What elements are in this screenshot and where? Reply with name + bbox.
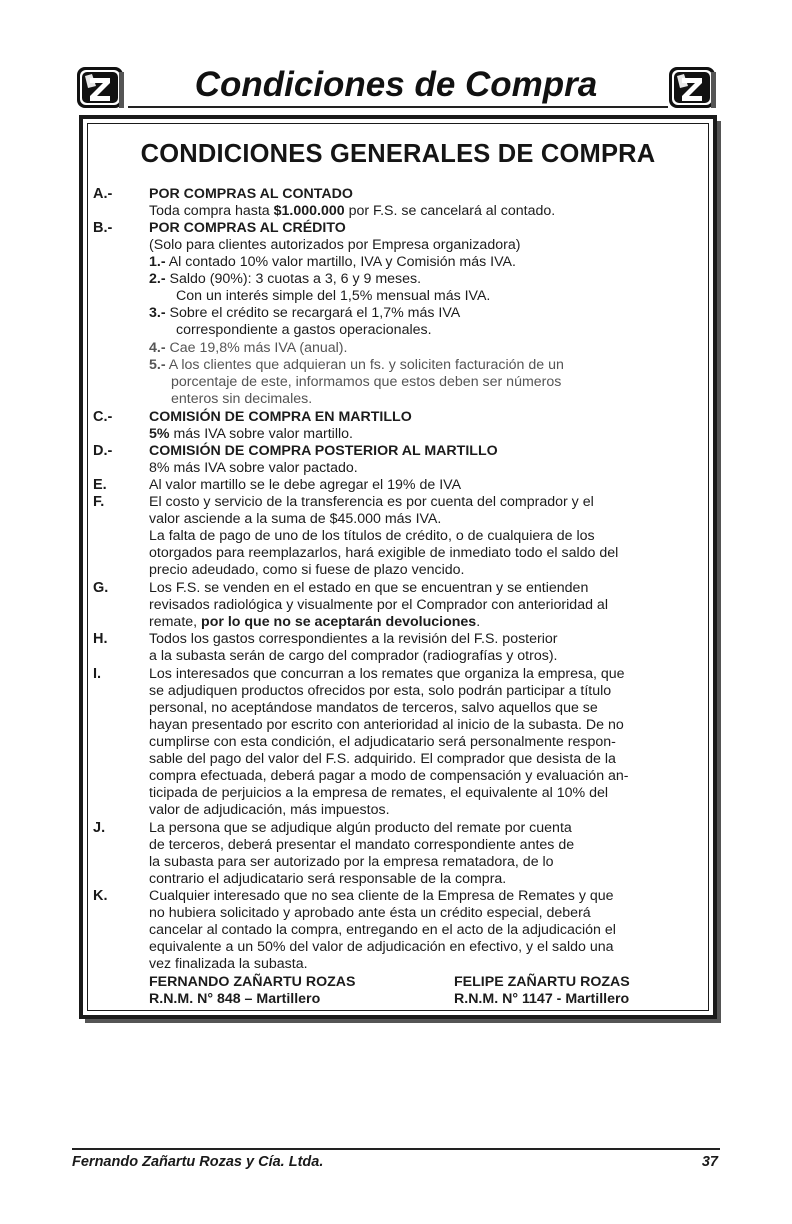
- signature-2-rnm: R.N.M. N° 1147 - Martillero: [454, 991, 630, 1007]
- section-i-line-1: Los interesados que concurran a los remates que organiza la empresa, que: [149, 666, 625, 682]
- section-b-item-5-cont2: enteros sin decimales.: [171, 391, 313, 407]
- section-b-item-4: 4.- Cae 19,8% más IVA (anual).: [149, 340, 348, 356]
- section-i-line-6: sable del pago del valor del F.S. adquirido. El comprador que desista de la: [149, 751, 616, 767]
- section-d-title: COMISIÓN DE COMPRA POSTERIOR AL MARTILLO: [149, 443, 498, 459]
- section-b-item-3: 3.- Sobre el crédito se recargará el 1,7% más IVA: [149, 305, 461, 321]
- section-e-line: Al valor martillo se le debe agregar el 19% de IVA: [149, 477, 462, 493]
- section-i-line-3: personal, no aceptándose mandatos de terceros, salvo aquellos que se: [149, 700, 598, 716]
- section-f-key: F.: [93, 494, 105, 510]
- frame-shadow-bottom: [85, 1019, 721, 1023]
- company-logo-right: [668, 64, 718, 110]
- section-d-line: 8% más IVA sobre valor pactado.: [149, 460, 358, 476]
- signature-1-name: FERNANDO ZAÑARTU ROZAS: [149, 974, 356, 990]
- section-f-line-4: otorgados para reemplazarlos, hará exigible de inmediato todo el saldo del: [149, 545, 619, 561]
- section-b-item-5: 5.- A los clientes que adquieran un fs. y soliciten facturación de un: [149, 357, 564, 373]
- section-d-key: D.-: [93, 443, 113, 459]
- company-logo-left: [76, 64, 126, 110]
- section-a-title: POR COMPRAS AL CONTADO: [149, 186, 353, 202]
- section-b-item-5-cont: porcentaje de este, informamos que estos deben ser números: [171, 374, 562, 390]
- section-i-key: I.: [93, 666, 102, 682]
- section-h-line-2: a la subasta serán de cargo del comprador (radiografías y otros).: [149, 648, 558, 664]
- signature-1-rnm: R.N.M. N° 848 – Martillero: [149, 991, 321, 1007]
- section-b-key: B.-: [93, 220, 113, 236]
- page-number: 37: [701, 1154, 718, 1170]
- footer-company: Fernando Zañartu Rozas y Cía. Ltda.: [72, 1154, 324, 1170]
- section-g-line-1: Los F.S. se venden en el estado en que se encuentran y se entienden: [149, 580, 589, 596]
- section-k-line-1: Cualquier interesado que no sea cliente de la Empresa de Remates y que: [149, 888, 614, 904]
- section-c-title: COMISIÓN DE COMPRA EN MARTILLO: [149, 409, 412, 425]
- signature-2-name: FELIPE ZAÑARTU ROZAS: [454, 974, 630, 990]
- conditions-heading: CONDICIONES GENERALES DE COMPRA: [140, 140, 656, 168]
- section-b-item-3-cont: correspondiente a gastos operacionales.: [176, 322, 432, 338]
- section-j-line-4: contrario el adjudicatario será responsable de la compra.: [149, 871, 507, 887]
- section-e-key: E.: [93, 477, 107, 493]
- section-i-line-8: ticipada de perjuicios a la empresa de remates, el equivalente al 10% del: [149, 785, 609, 801]
- section-b-line: (Solo para clientes autorizados por Empresa organizadora): [149, 237, 521, 253]
- section-k-line-4: equivalente a un 50% del valor de adjudicación en efectivo, y el saldo una: [149, 939, 614, 955]
- section-a-key: A.-: [93, 186, 113, 202]
- page-title: Condiciones de Compra: [194, 65, 598, 104]
- section-g-key: G.: [93, 580, 109, 596]
- section-i-line-5: cumplirse con esta condición, el adjudicatario será personalmente respon-: [149, 734, 616, 750]
- header-divider: [128, 106, 668, 108]
- section-f-line-5: precio adeudado, como si fuese de plazo vencido.: [149, 562, 465, 578]
- section-j-line-3: la subasta para ser autorizado por la empresa rematadora, de lo: [149, 854, 554, 870]
- section-j-line-2: de terceros, deberá presentar el mandato correspondiente antes de: [149, 837, 575, 853]
- section-f-line-2: valor asciende a la suma de $45.000 más IVA.: [149, 511, 442, 527]
- section-i-line-9: valor de adjudicación, más impuestos.: [149, 802, 390, 818]
- section-i-line-4: hayan presentado por escrito con anterioridad al inicio de la subasta. De no: [149, 717, 624, 733]
- section-i-line-2: se adjudiquen productos ofrecidos por esta, solo podrán participar a título: [149, 683, 612, 699]
- section-c-line: 5% más IVA sobre valor martillo.: [149, 426, 353, 442]
- section-k-line-5: vez finalizada la subasta.: [149, 956, 308, 972]
- section-c-key: C.-: [93, 409, 113, 425]
- frame-shadow-right: [717, 121, 721, 1023]
- section-k-line-3: cancelar al contado la compra, entregando en el acto de la adjudicación el: [149, 922, 616, 938]
- section-b-item-2-cont: Con un interés simple del 1,5% mensual más IVA.: [176, 288, 491, 304]
- section-a-line: Toda compra hasta $1.000.000 por F.S. se cancelará al contado.: [149, 203, 556, 219]
- section-b-item-1: 1.- Al contado 10% valor martillo, IVA y Comisión más IVA.: [149, 254, 516, 270]
- section-h-key: H.: [93, 631, 108, 647]
- section-j-key: J.: [93, 820, 106, 836]
- section-f-line-1: El costo y servicio de la transferencia es por cuenta del comprador y el: [149, 494, 594, 510]
- section-k-line-2: no hubiera solicitado y aprobado ante ésta un crédito especial, deberá: [149, 905, 591, 921]
- section-k-key: K.: [93, 888, 108, 904]
- section-b-item-2: 2.- Saldo (90%): 3 cuotas a 3, 6 y 9 meses.: [149, 271, 422, 287]
- section-g-line-2: revisados radiológica y visualmente por el Comprador con anterioridad al: [149, 597, 608, 613]
- section-h-line-1: Todos los gastos correspondientes a la revisión del F.S. posterior: [149, 631, 558, 647]
- section-g-line-3: remate, por lo que no se aceptarán devoluciones.: [149, 614, 481, 630]
- section-i-line-7: compra efectuada, deberá pagar a modo de compensación y evaluación an-: [149, 768, 629, 784]
- section-b-title: POR COMPRAS AL CRÉDITO: [149, 220, 346, 236]
- footer-divider: [72, 1148, 720, 1150]
- section-j-line-1: La persona que se adjudique algún producto del remate por cuenta: [149, 820, 572, 836]
- section-f-line-3: La falta de pago de uno de los títulos de crédito, o de cualquiera de los: [149, 528, 595, 544]
